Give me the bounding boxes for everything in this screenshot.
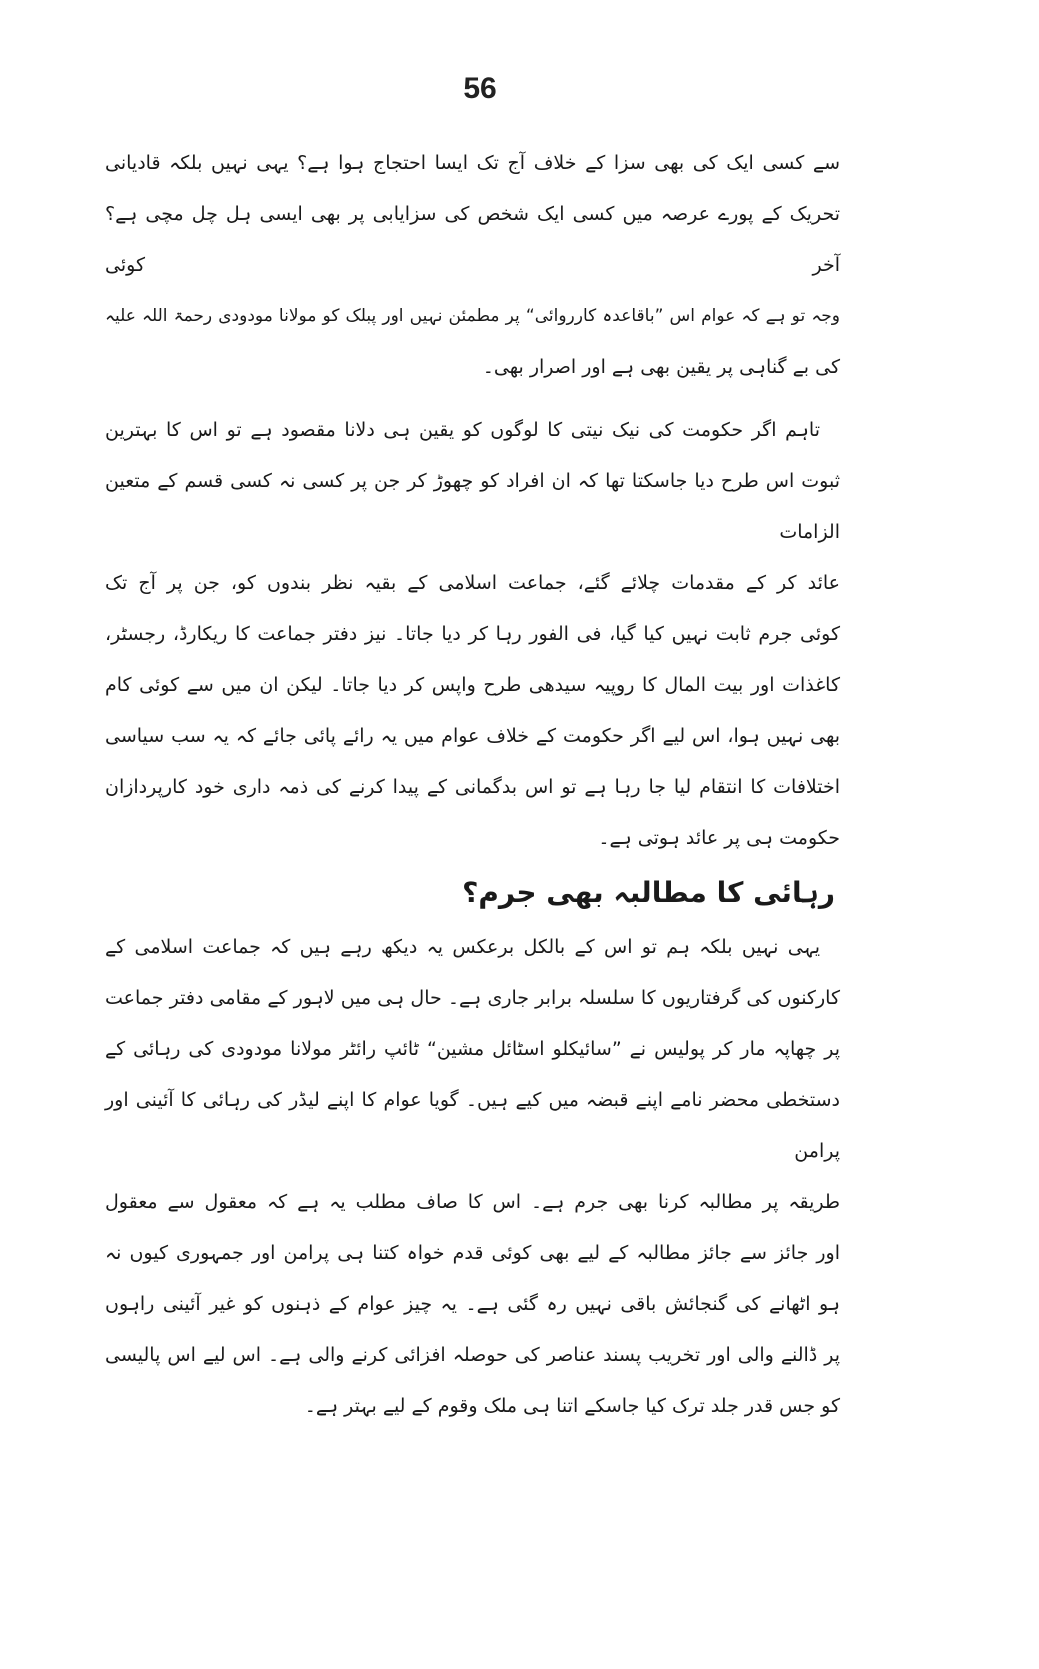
paragraph-3 xyxy=(105,922,840,1432)
paragraph-1 xyxy=(105,138,840,393)
text-line: ہو اٹھانے کی گنجائش باقی نہیں رہ گئی ہے۔ یہ چیز عوام کے ذہنوں کو غیر آئینی راہوں xyxy=(105,1293,840,1315)
text-line: تاہم اگر حکومت کی نیک نیتی کا لوگوں کو یقین ہی دلانا مقصود ہے تو اس کا بہترین xyxy=(105,419,820,441)
text-line: دستخطی محضر نامے اپنے قبضہ میں کیے ہیں۔ گویا عوام کا اپنے لیڈر کی رہائی کا آئینی اور پرامن xyxy=(105,1089,840,1162)
text-line: ثبوت اس طرح دیا جاسکتا تھا کہ ان افراد کو چھوڑ کر جن پر کسی نہ کسی قسم کے متعین الزامات xyxy=(105,470,840,543)
paragraph-2 xyxy=(105,405,840,864)
text-line: عائد کر کے مقدمات چلائے گئے، جماعت اسلامی کے بقیہ نظر بندوں کو، جن پر آج تک xyxy=(105,572,840,594)
text-line: پر چھاپہ مار کر پولیس نے ”سائیکلو اسٹائل مشین“ ٹائپ رائٹر مولانا مودودی کی رہائی کے xyxy=(105,1038,840,1060)
text-line: اور جائز سے جائز مطالبہ کے لیے بھی کوئی قدم خواہ کتنا ہی پرامن اور جمہوری کیوں نہ xyxy=(105,1242,840,1264)
text-line: کاغذات اور بیت المال کا روپیہ سیدھی طرح واپس کر دیا جاتا۔ لیکن ان میں سے کوئی کام xyxy=(105,674,840,696)
page-number: 56 xyxy=(463,72,497,105)
text-line: کی بے گناہی پر یقین بھی ہے اور اصرار بھی۔ xyxy=(482,356,840,378)
page-body xyxy=(105,138,840,1432)
text-line: بھی نہیں ہوا، اس لیے اگر حکومت کے خلاف عوام میں یہ رائے پائی جائے کہ یہ سب سیاسی xyxy=(105,725,840,747)
text-line: کو جس قدر جلد ترک کیا جاسکے اتنا ہی ملک وقوم کے لیے بہتر ہے۔ xyxy=(304,1395,840,1417)
text-line: تحریک کے پورے عرصہ میں کسی ایک شخص کی سزایابی پر بھی ایسی ہل چل مچی ہے؟ آخر کوئی xyxy=(105,203,840,276)
section-heading: رہائی کا مطالبہ بھی جرم؟ xyxy=(462,876,835,909)
text-line: کوئی جرم ثابت نہیں کیا گیا، فی الفور رہا کر دیا جاتا۔ نیز دفتر جماعت کا ریکارڈ، رجسٹر، xyxy=(105,623,840,645)
text-line: پر ڈالنے والی اور تخریب پسند عناصر کی حوصلہ افزائی کرنے والی ہے۔ اس لیے اس پالیسی xyxy=(105,1344,840,1366)
text-line: اختلافات کا انتقام لیا جا رہا ہے تو اس بدگمانی کے پیدا کرنے کی ذمہ داری خود کارپردازان xyxy=(105,776,840,798)
text-line: کارکنوں کی گرفتاریوں کا سلسلہ برابر جاری ہے۔ حال ہی میں لاہور کے مقامی دفتر جماعت xyxy=(105,987,840,1009)
text-line: وجہ تو ہے کہ عوام اس ”باقاعدہ کارروائی“ پر مطمئن نہیں اور پبلک کو مولانا مودودی رحمۃ اللہ علیہ xyxy=(105,306,840,326)
text-line: یہی نہیں بلکہ ہم تو اس کے بالکل برعکس یہ دیکھ رہے ہیں کہ جماعت اسلامی کے xyxy=(105,936,820,958)
text-line: سے کسی ایک کی بھی سزا کے خلاف آج تک ایسا احتجاج ہوا ہے؟ یہی نہیں بلکہ قادیانی xyxy=(105,152,840,174)
text-line: طریقہ پر مطالبہ کرنا بھی جرم ہے۔ اس کا صاف مطلب یہ ہے کہ معقول سے معقول xyxy=(105,1191,840,1213)
text-line: حکومت ہی پر عائد ہوتی ہے۔ xyxy=(598,827,840,849)
